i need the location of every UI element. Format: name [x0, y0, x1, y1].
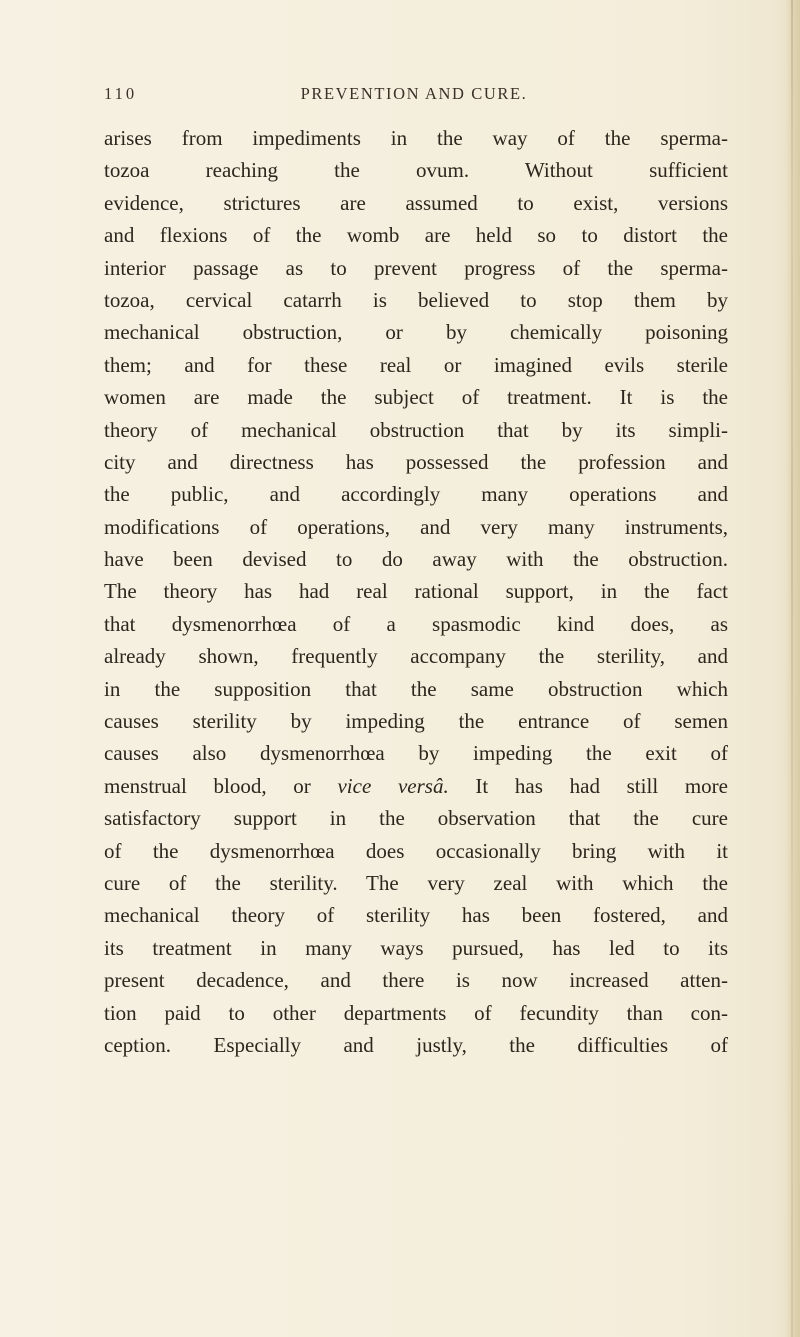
text-line: theory of mechanical obstruction that by its simpli-: [104, 417, 728, 442]
text-line: mechanical theory of sterility has been fostered, and: [104, 903, 728, 928]
text-line: modifications of operations, and very many instruments,: [104, 514, 728, 539]
text-line: women are made the subject of treatment. It is the: [104, 385, 728, 410]
text-line: interior passage as to prevent progress of the sperma-: [104, 255, 728, 280]
text-line: ception. Especially and justly, the difficulties of: [104, 1032, 728, 1057]
text-line: them; and for these real or imagined evils sterile: [104, 352, 728, 377]
body-text: [104, 122, 728, 1061]
text-line: already shown, frequently accompany the sterility, and: [104, 644, 728, 669]
page-number: 110: [104, 84, 138, 103]
text-line: of the dysmenorrhœa does occasionally bring with it: [104, 838, 728, 863]
running-head: PREVENTION AND CURE.: [300, 84, 528, 103]
text-segment: menstrual blood, or: [104, 773, 338, 798]
text-line: the public, and accordingly many operations and: [104, 482, 728, 507]
text-segment: It has had still more: [448, 773, 728, 798]
text-line: in the supposition that the same obstruction which: [104, 676, 728, 701]
text-line: satisfactory support in the observation that the cure: [104, 806, 728, 831]
text-line: evidence, strictures are assumed to exist, versions: [104, 190, 728, 215]
text-line: The theory has had real rational support, in the fact: [104, 579, 728, 604]
page-edge-shadow: [786, 0, 800, 1337]
text-line: and flexions of the womb are held so to distort the: [104, 223, 728, 248]
text-line: city and directness has possessed the profession and: [104, 449, 728, 474]
text-line: cure of the sterility. The very zeal with which the: [104, 870, 728, 895]
text-line: tion paid to other departments of fecundity than con-: [104, 1000, 728, 1025]
text-line: mechanical obstruction, or by chemically poisoning: [104, 320, 728, 345]
text-line: arises from impediments in the way of the sperma-: [104, 126, 728, 150]
text-line: [104, 770, 728, 802]
text-line: causes also dysmenorrhœa by impeding the exit of: [104, 741, 728, 766]
text-line: that dysmenorrhœa of a spasmodic kind does, as: [104, 611, 728, 636]
italic-phrase: vice versâ.: [337, 773, 449, 798]
text-line: present decadence, and there is now increased atten-: [104, 968, 728, 993]
page-header: [104, 84, 724, 114]
page-edge-line: [791, 0, 793, 1337]
text-line: causes sterility by impeding the entrance of semen: [104, 709, 728, 734]
text-line: tozoa, cervical catarrh is believed to stop them by: [104, 287, 728, 312]
text-line: tozoa reaching the ovum. Without sufficient: [104, 158, 728, 183]
text-line: its treatment in many ways pursued, has led to its: [104, 935, 728, 960]
text-line: have been devised to do away with the obstruction.: [104, 547, 728, 572]
